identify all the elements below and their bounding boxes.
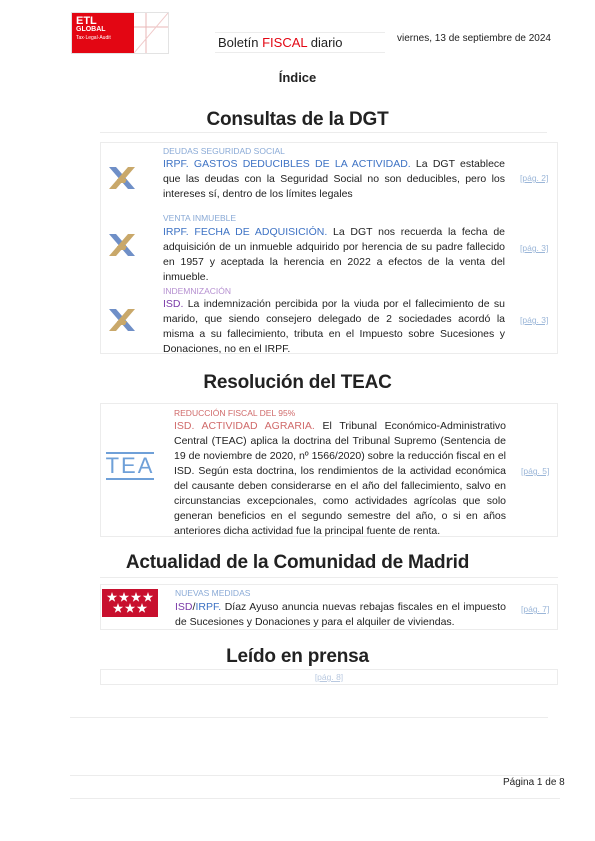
item-lead[interactable]: ISD.: [163, 298, 184, 310]
teac-logo-icon: TEA: [105, 453, 155, 478]
section-rule-dgt: [100, 132, 547, 133]
page-link[interactable]: [pág. 3]: [520, 243, 549, 253]
agencia-tributaria-icon: [104, 305, 140, 335]
agencia-tributaria-icon: [104, 230, 140, 260]
section-title-madrid: Actualidad de la Comunidad de Madrid: [125, 552, 470, 573]
item-category: NUEVAS MEDIDAS: [175, 588, 251, 598]
content-end-rule: [70, 717, 548, 718]
header-rule-top: [215, 32, 385, 33]
item-summary: IRPF. FECHA DE ADQUISICIÓN. La DGT nos recuerda la fecha de adquisición de un inmueble adquirido por herencia de su padre fallecido en 1957 y aceptada la herencia en 2022 a efectos de la venta del inmueble.: [163, 226, 505, 283]
section-title-teac: Resolución del TEAC: [203, 372, 392, 393]
item-summary: ISD/IRPF. Díaz Ayuso anuncia nuevas rebajas fiscales en el impuesto de Sucesiones y Donaciones y para el alquiler de viviendas.: [175, 601, 506, 628]
page-link[interactable]: [pág. 7]: [521, 604, 550, 614]
footer-rule-top: [70, 775, 560, 776]
header-rule-bottom: [215, 52, 385, 53]
logo-text-tagline: Tax·Legal·Audit: [76, 35, 111, 41]
page-link[interactable]: [pág. 8]: [314, 672, 344, 682]
madrid-flag-icon: [102, 589, 158, 617]
logo-text-global: GLOBAL: [76, 26, 106, 33]
item-summary: ISD. La indemnización percibida por la viuda por el fallecimiento de su marido, que siendo consejero delegado de 2 sociedades acordó la misma a su fallecimiento, tributa en el Impuesto sobre Sucesiones y Donaciones, no en el IRPF.: [163, 298, 505, 355]
item-summary: ISD. ACTIVIDAD AGRARIA. El Tribunal Económico-Administrativo Central (TEAC) aplica la doctrina del Tribunal Supremo (Sentencia de 19 de noviembre de 2020, nº 1566/2020) sobre la reducción fiscal en el ISD. Según esta doctrina, los rendimientos de la actividad económica del causante deben considerarse en el año del fallecimiento, salvo en circunstancias excepcionales, como actividades agrícolas que solo generan beneficios en el segundo semestre del año, o si en años anteriores dicha actividad fue la principal fuente de renta.: [174, 420, 506, 537]
section-rule-madrid: [100, 577, 558, 578]
item-lead[interactable]: ISD. ACTIVIDAD AGRARIA.: [174, 420, 315, 432]
agencia-tributaria-icon: [104, 163, 140, 193]
item-summary: IRPF. GASTOS DEDUCIBLES DE LA ACTIVIDAD. La DGT establece que las deudas con la Seguridad Social no son deducibles, pero los intereses sí, dentro de los límites legales: [163, 158, 505, 200]
item-lead[interactable]: IRPF. FECHA DE ADQUISICIÓN.: [163, 226, 328, 238]
index-title: Índice: [278, 70, 317, 85]
page-link[interactable]: [pág. 2]: [520, 173, 549, 183]
item-lead[interactable]: IRPF. GASTOS DEDUCIBLES DE LA ACTIVIDAD.: [163, 158, 411, 170]
section-title-prensa: Leído en prensa: [226, 646, 369, 667]
page-link[interactable]: [pág. 3]: [520, 315, 549, 325]
item-category: REDUCCIÓN FISCAL DEL 95%: [174, 408, 296, 418]
footer-rule-bottom: [70, 798, 560, 799]
section-title-dgt: Consultas de la DGT: [206, 109, 389, 130]
logo-line-art-icon: [134, 13, 168, 53]
item-category: DEUDAS SEGURIDAD SOCIAL: [163, 146, 285, 156]
page-link[interactable]: [pág. 5]: [521, 466, 550, 476]
bulletin-date: viernes, 13 de septiembre de 2024: [397, 33, 551, 44]
etl-global-logo: [71, 12, 169, 54]
bulletin-title: Boletín FISCAL diario: [218, 35, 343, 50]
item-category: INDEMNIZACIÓN: [163, 286, 231, 296]
item-lead-irpf[interactable]: IRPF.: [195, 601, 222, 613]
item-category: VENTA INMUEBLE: [163, 213, 237, 223]
item-lead-isd[interactable]: ISD: [175, 601, 193, 613]
page-number: Página 1 de 8: [503, 777, 565, 788]
logo-text-etl: ETL: [76, 15, 97, 27]
